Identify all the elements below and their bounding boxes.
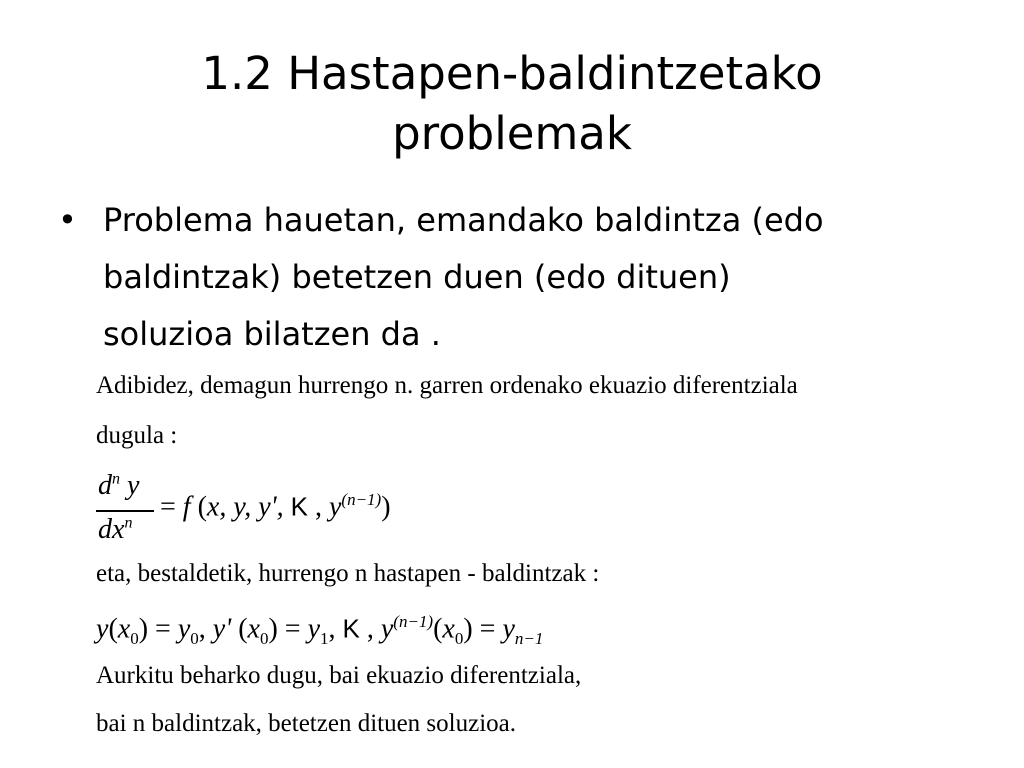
slide-title-line-1: 1.2 Hastapen-baldintzetako <box>201 47 823 100</box>
bullet-icon: • <box>58 201 77 239</box>
body-line-5: bai n baldintzak, betetzen dituen soluzioa. <box>96 710 516 737</box>
ellipsis-glyph: K <box>290 491 308 522</box>
slide-title-line-2: problemak <box>392 107 632 160</box>
ellipsis-glyph: K <box>342 613 360 644</box>
bullet-line-1: Problema hauetan, emandako baldintza (edo <box>103 201 824 239</box>
body-line-4: Aurkitu beharko dugu, bai ekuazio diferentziala, <box>96 662 582 689</box>
fraction-bar <box>96 510 154 512</box>
body-line-1: Adibidez, demagun hurrengo n. garren ordenako ekuazio diferentziala <box>96 372 798 399</box>
body-line-2: dugula : <box>96 422 178 449</box>
fraction-numerator: $d^n$ y <box>98 470 140 501</box>
body-line-3: eta, bestaldetik, hurrengo n hastapen - baldintzak : <box>96 560 600 587</box>
bullet-line-2: baldintzak) betetzen duen (edo dituen) <box>103 258 731 296</box>
initial-conditions-equation: $y(x_0) = y_0$, y' $(x_0) = y_1$, K , $y^{(n-1)}(x_0) = y_{n-1}$ <box>96 612 544 648</box>
slide-title <box>0 44 1024 164</box>
bullet-text <box>103 192 983 363</box>
bullet-line-3: soluzioa bilatzen da . <box>103 315 441 353</box>
equation-1-rhs: = f (x, y, y', K , $y^{(n-1)}$) <box>160 490 391 523</box>
fraction-denominator: $dx^n$ <box>98 514 133 545</box>
